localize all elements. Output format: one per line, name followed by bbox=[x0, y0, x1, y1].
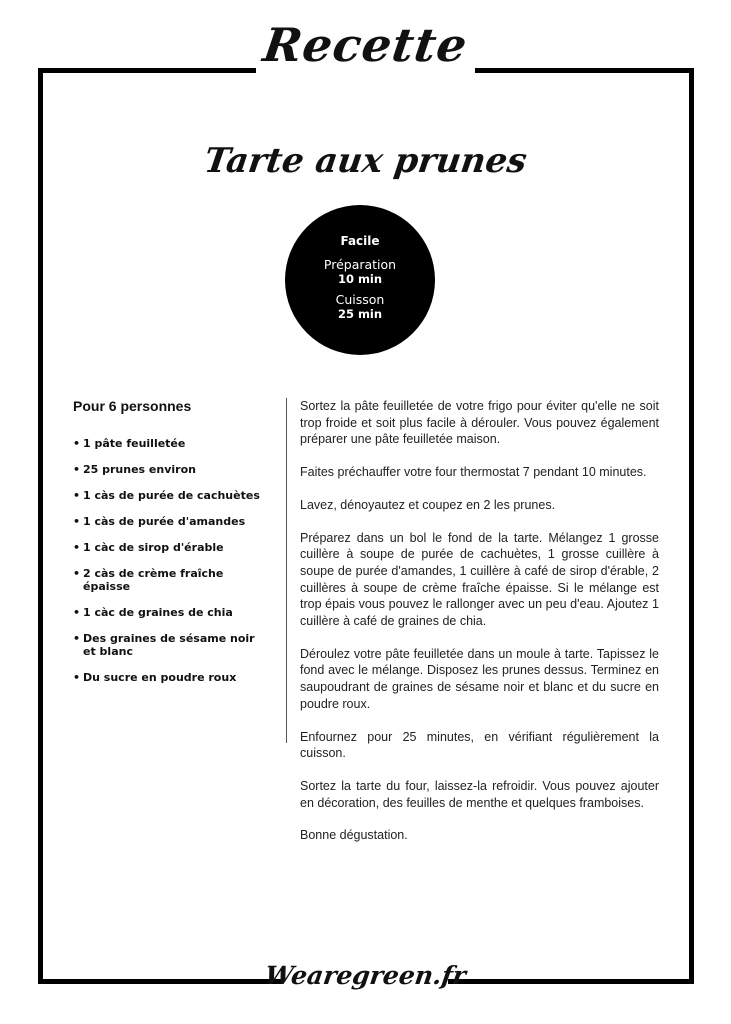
frame-top-right bbox=[475, 68, 694, 73]
cooking-label: Cuisson bbox=[335, 291, 385, 307]
step-paragraph: Sortez la tarte du four, laissez-la refroidir. Vous pouvez ajouter en décoration, des feuilles de menthe et quelques framboises. bbox=[300, 778, 659, 810]
ingredient-item: • 1 càs de purée d'amandes bbox=[73, 515, 268, 528]
ingredient-item: • Des graines de sésame noir et blanc bbox=[73, 632, 268, 658]
ingredient-item: • 2 càs de crème fraîche épaisse bbox=[73, 567, 268, 593]
step-paragraph: Sortez la pâte feuilletée de votre frigo pour éviter qu'elle ne soit trop froide et soit plus facile à dérouler. Vous pouvez également préparer une pâte feuilletée maison. bbox=[300, 399, 659, 447]
difficulty-label: Facile bbox=[340, 233, 380, 248]
footer-brand: Wearegreen.fr bbox=[263, 961, 468, 990]
step-paragraph: Bonne dégustation. bbox=[300, 828, 408, 843]
step-paragraph: Lavez, dénoyautez et coupez en 2 les prunes. bbox=[300, 497, 556, 512]
step-paragraph: Déroulez votre pâte feuilletée dans un moule à tarte. Tapissez le fond avec le mélange. Disposez les prunes dessus. Terminez en saupoudrant de graines de sésame noir et blanc et du sucre en poudre roux. bbox=[300, 646, 659, 711]
recipe-info-badge bbox=[285, 205, 435, 355]
servings-title: Pour 6 personnes bbox=[73, 398, 192, 414]
frame-top-left bbox=[38, 68, 256, 73]
recipe-title: Tarte aux prunes bbox=[201, 141, 530, 181]
step-paragraph: Enfournez pour 25 minutes, en vérifiant régulièrement la cuisson. bbox=[300, 729, 659, 761]
preparation-label: Préparation bbox=[323, 256, 397, 272]
frame-left bbox=[38, 68, 43, 984]
step-paragraph: Préparez dans un bol le fond de la tarte. Mélangez 1 grosse cuillère à soupe de purée de cachuètes, 1 grosse cuillère à soupe de purée d'amandes, 1 cuillère à café de sirop d'érable, 2 cuillères à soupe de crème fraîche épaisse. Si le mélange est trop épais vous pouvez le rallonger avec un peu d'eau. Ajoutez 1 cuillère à café de graines de chia. bbox=[300, 530, 659, 629]
ingredient-item: • 1 pâte feuilletée bbox=[73, 437, 268, 450]
cooking-time: 25 min bbox=[337, 306, 383, 321]
ingredient-item: • 25 prunes environ bbox=[73, 463, 268, 476]
ingredient-item: • Du sucre en poudre roux bbox=[73, 671, 268, 684]
ingredient-list bbox=[73, 437, 268, 697]
preparation-time: 10 min bbox=[337, 271, 383, 286]
frame-right bbox=[689, 68, 694, 984]
ingredient-item: • 1 càc de sirop d'érable bbox=[73, 541, 268, 554]
recipe-steps bbox=[300, 398, 659, 860]
column-divider bbox=[286, 398, 287, 743]
ingredient-item: • 1 càc de graines de chia bbox=[73, 606, 268, 619]
ingredient-item: • 1 càs de purée de cachuètes bbox=[73, 489, 268, 502]
step-paragraph: Faites préchauffer votre four thermostat 7 pendant 10 minutes. bbox=[300, 465, 647, 480]
header-title: Recette bbox=[259, 18, 472, 72]
